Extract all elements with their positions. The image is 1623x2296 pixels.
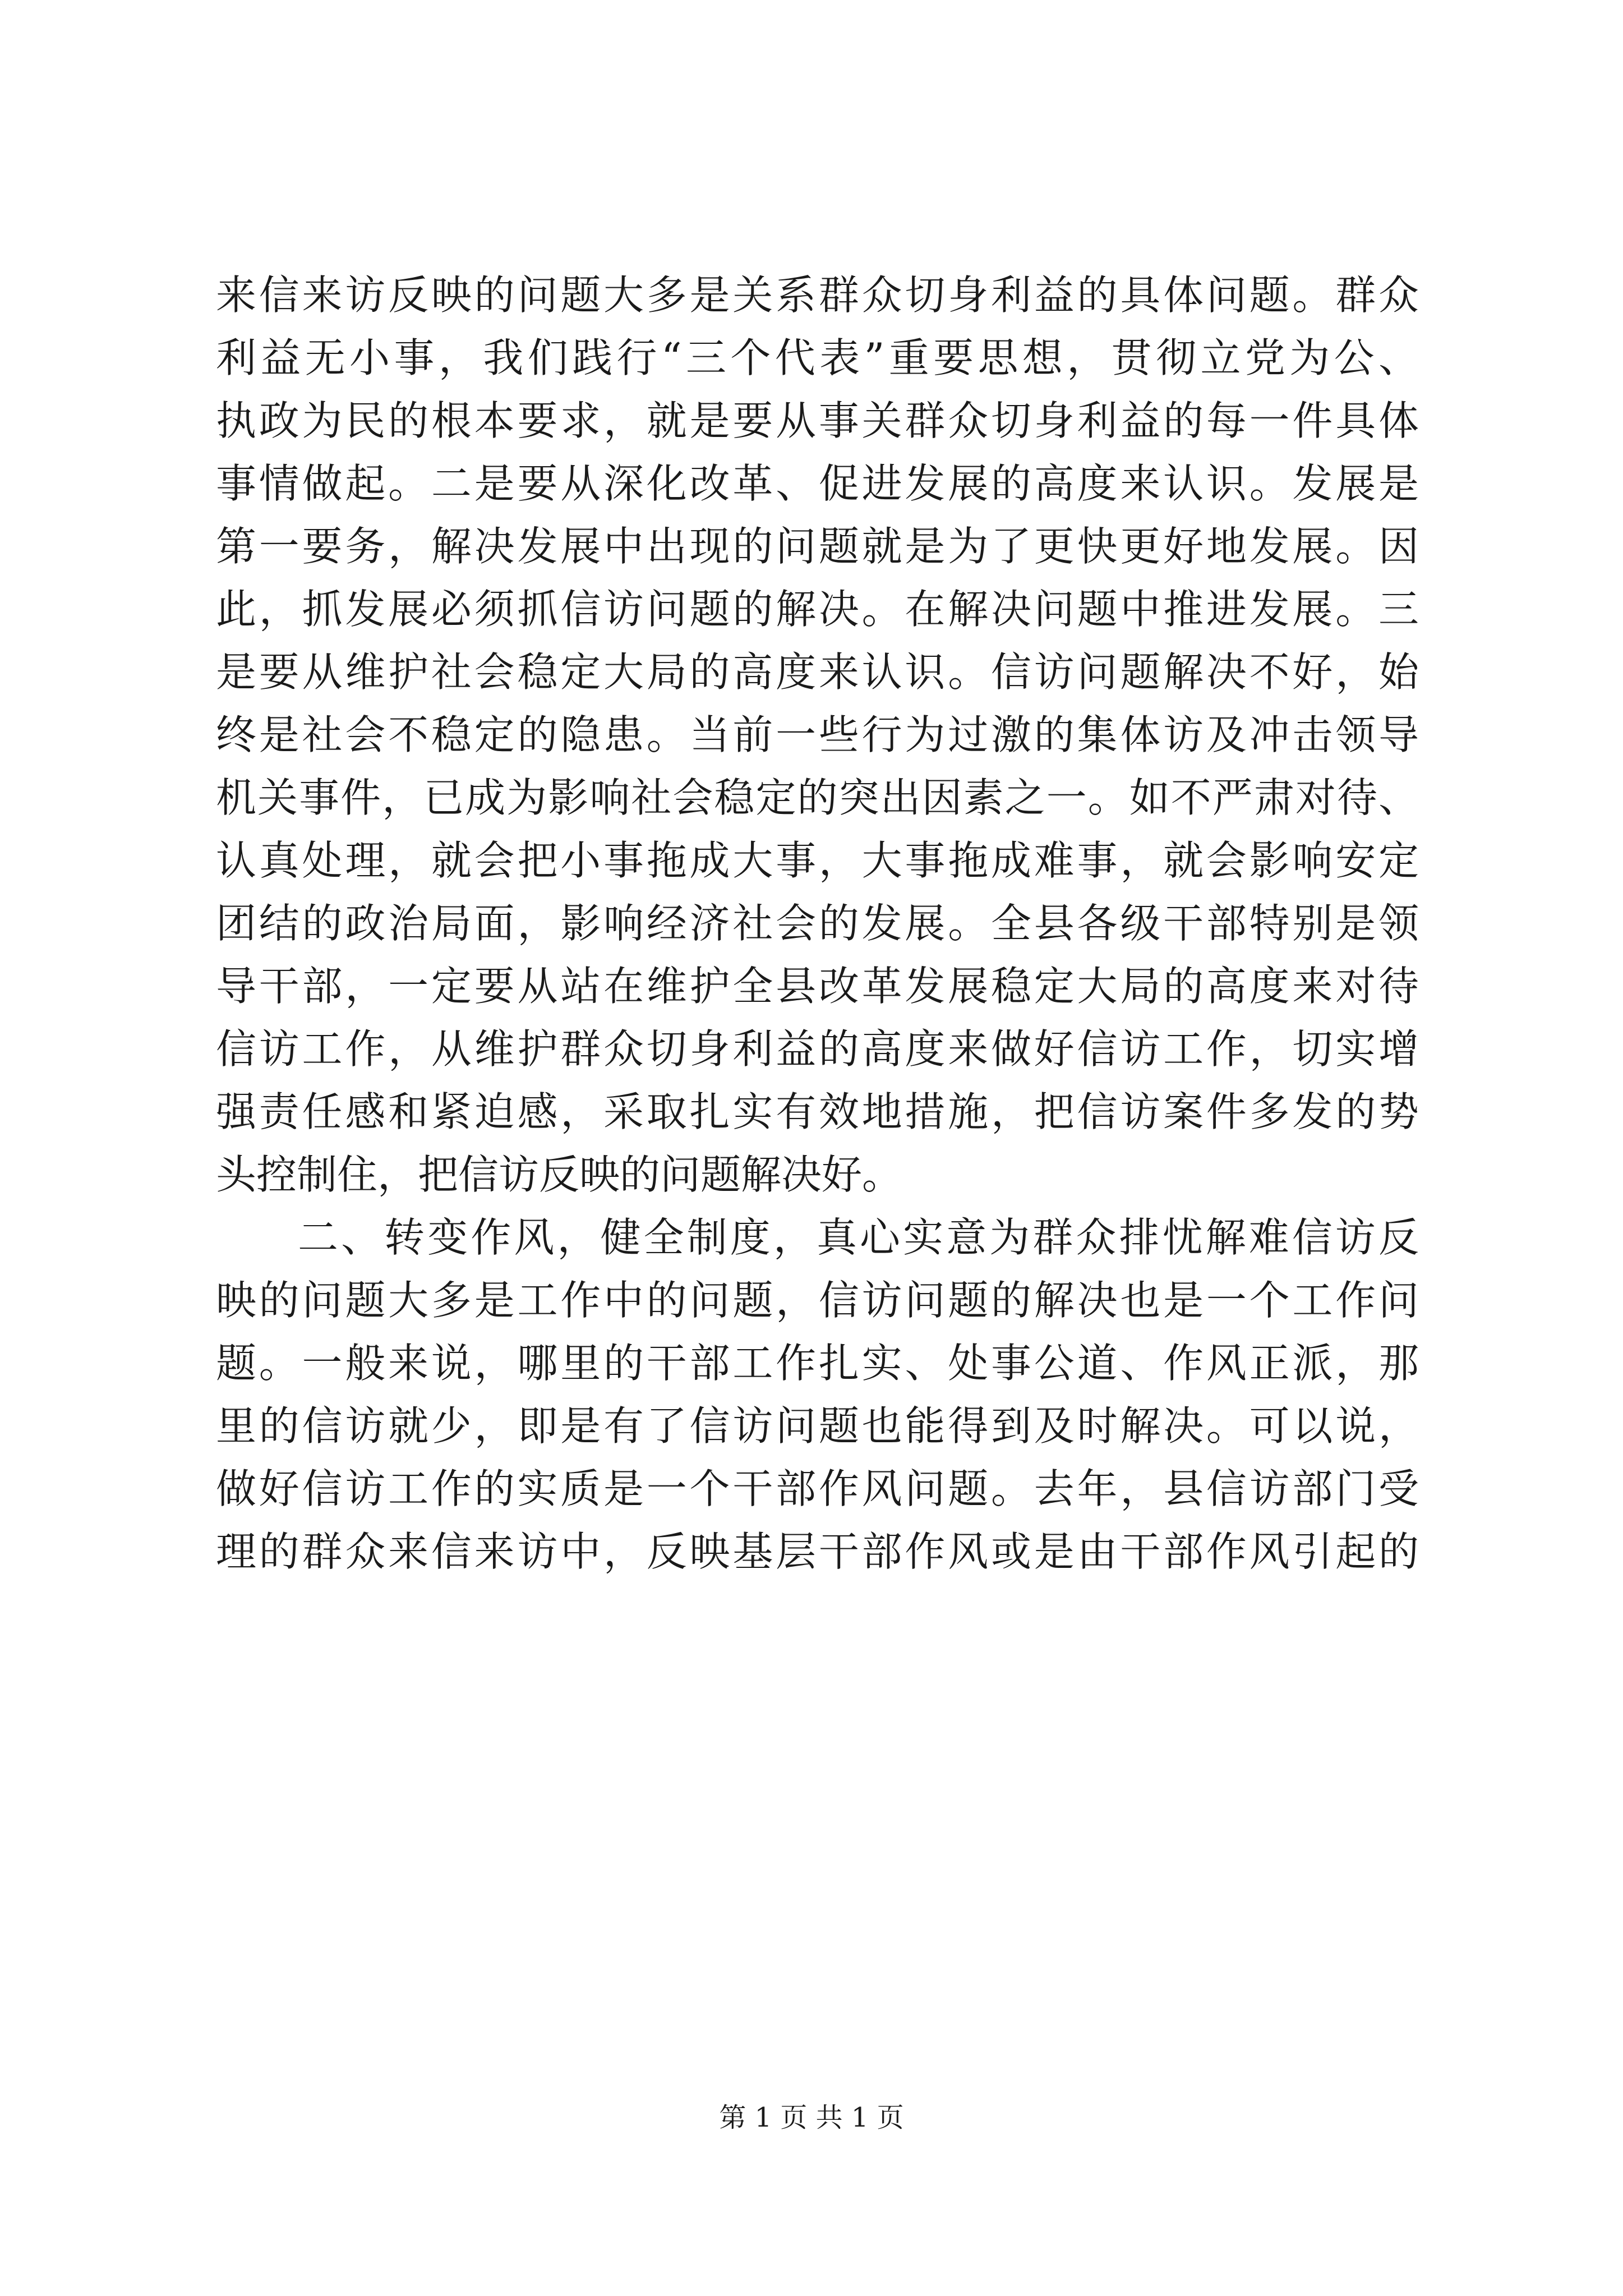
text-line: 认真处理，就会把小事拖成大事，大事拖成难事，就会影响安定 [216, 837, 1419, 884]
text-line: 利益无小事，我们践行“三个代表”重要思想，贯彻立党为公、 [216, 334, 1419, 381]
text-line: 理的群众来信来访中，反映基层干部作风或是由干部作风引起的 [216, 1528, 1419, 1575]
text-line: 团结的政治局面，影响经济社会的发展。全县各级干部特别是领 [216, 900, 1419, 947]
text-line: 事情做起。二是要从深化改革、促进发展的高度来认识。发展是 [216, 460, 1419, 507]
text-line: 此，抓发展必须抓信访问题的解决。在解决问题中推进发展。三 [216, 586, 1419, 633]
page-number-footer: 第 1 页 共 1 页 [719, 2102, 904, 2133]
text-line: 二、转变作风，健全制度，真心实意为群众排忧解难信访反 [298, 1214, 1419, 1261]
text-line: 来信来访反映的问题大多是关系群众切身利益的具体问题。群众 [216, 272, 1419, 319]
text-line: 机关事件，已成为影响社会稳定的突出因素之一。如不严肃对待、 [216, 774, 1419, 821]
text-line: 题。一般来说，哪里的干部工作扎实、处事公道、作风正派，那 [216, 1340, 1419, 1387]
text-line: 是要从维护社会稳定大局的高度来认识。信访问题解决不好，始 [216, 648, 1419, 696]
text-line: 做好信访工作的实质是一个干部作风问题。去年，县信访部门受 [216, 1465, 1419, 1512]
text-line: 终是社会不稳定的隐患。当前一些行为过激的集体访及冲击领导 [216, 711, 1419, 758]
text-line: 里的信访就少，即是有了信访问题也能得到及时解决。可以说， [216, 1402, 1419, 1450]
text-line: 头控制住，把信访反映的问题解决好。 [216, 1151, 903, 1198]
text-line: 执政为民的根本要求，就是要从事关群众切身利益的每一件具体 [216, 397, 1419, 444]
text-line: 强责任感和紧迫感，采取扎实有效地措施，把信访案件多发的势 [216, 1088, 1419, 1135]
text-line: 导干部，一定要从站在维护全县改革发展稳定大局的高度来对待 [216, 963, 1419, 1010]
text-line: 映的问题大多是工作中的问题，信访问题的解决也是一个工作问 [216, 1277, 1419, 1324]
text-line: 信访工作，从维护群众切身利益的高度来做好信访工作，切实增 [216, 1025, 1419, 1073]
document-body [216, 264, 1419, 1583]
text-line: 第一要务，解决发展中出现的问题就是为了更快更好地发展。因 [216, 523, 1419, 570]
